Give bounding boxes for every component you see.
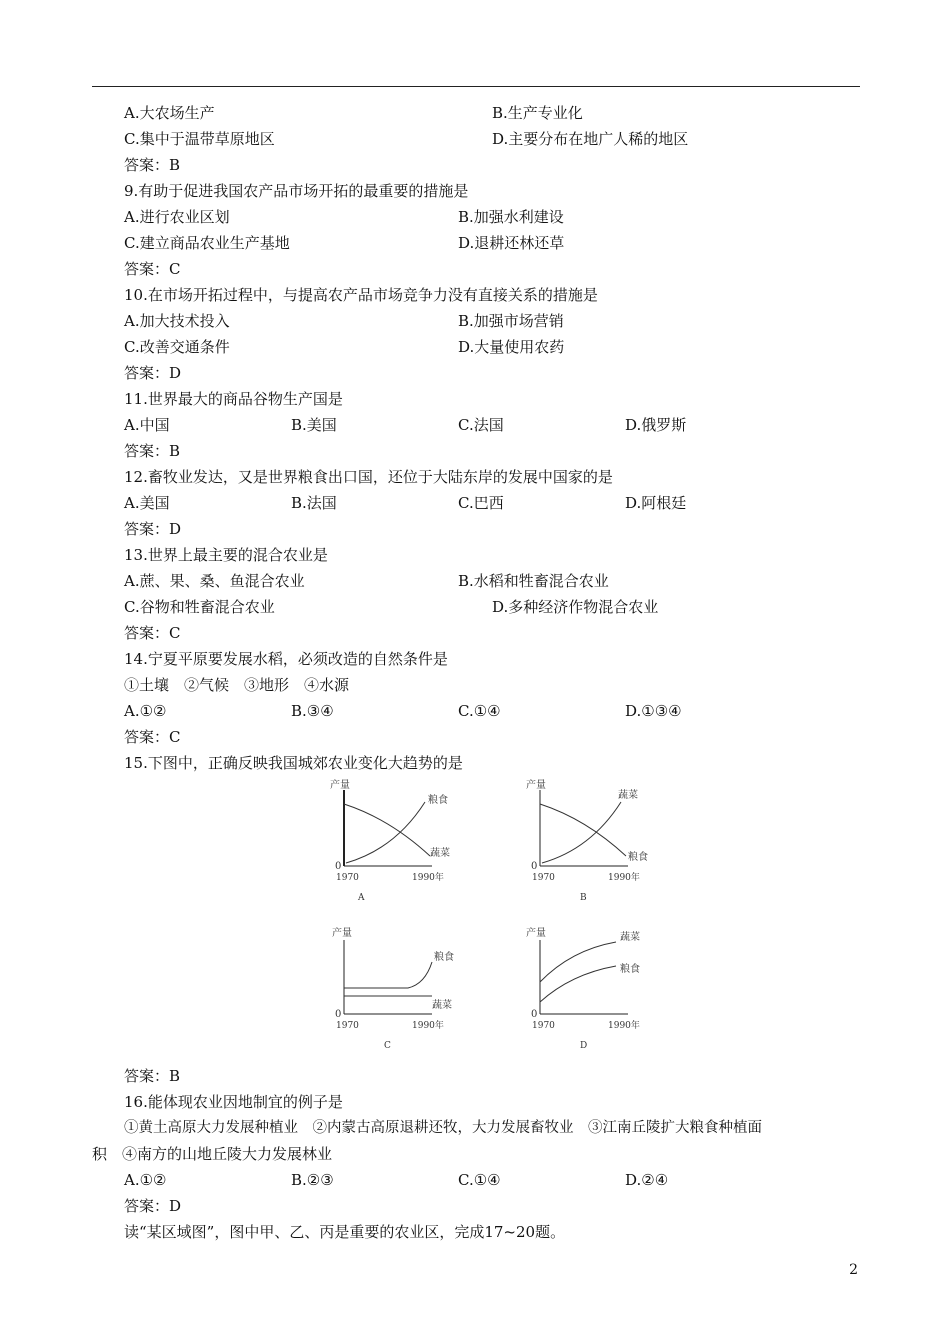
graph-d-caption: D [580,1041,588,1051]
q14-items: ①土壤 ②气候 ③地形 ④水源 [124,676,350,694]
graph-c-ylabel: 产量 [332,928,352,939]
graph-a-grain-label: 粮食 [428,795,448,806]
graph-d-grain-label: 粮食 [620,964,640,975]
q16-option-c: C.①④ [458,1171,501,1189]
q17-intro: 读“某区域图”，图中甲、乙、丙是重要的农业区，完成17~20题。 [124,1223,566,1241]
header-rule [92,86,860,87]
q9-option-c: C.建立商品农业生产基地 [124,234,290,252]
graph-d-ylabel: 产量 [526,928,546,939]
q13-option-b: B.水稻和牲畜混合农业 [458,572,609,590]
graph-b-caption: B [580,893,587,903]
graph-a-caption: A [358,893,365,903]
graph-b-x-end: 1990年 [608,873,640,883]
q13-option-d: D.多种经济作物混合农业 [492,598,659,616]
graph-c-caption: C [384,1041,391,1051]
q14-option-d: D.①③④ [625,702,682,720]
graph-d-x-end: 1990年 [608,1021,640,1031]
graph-b-grain-label: 粮食 [628,852,648,863]
graph-d-veg-curve [540,942,616,982]
graph-c-origin: 0 [335,1009,342,1020]
graph-a-x-start: 1970 [336,873,359,883]
q15-graph-c [320,922,470,1052]
q13-answer: 答案：C [124,624,181,642]
graph-d-veg-label: 蔬菜 [620,932,640,943]
page-number: 2 [849,1262,858,1278]
q9-stem: 9.有助于促进我国农产品市场开拓的最重要的措施是 [124,182,469,200]
q14-option-b: B.③④ [291,702,334,720]
graph-c-grain-label: 粮食 [434,952,454,963]
q11-option-b: B.美国 [291,416,337,434]
q10-option-b: B.加强市场营销 [458,312,564,330]
q16-stem: 16.能体现农业因地制宜的例子是 [124,1093,343,1111]
q15-answer: 答案：B [124,1067,181,1085]
q9-option-a: A.进行农业区划 [124,208,230,226]
graph-c-grain-curve [344,962,432,988]
q8-option-d: D.主要分布在地广人稀的地区 [492,130,689,148]
graph-c-x-end: 1990年 [412,1021,444,1031]
q16-items-line2: 积 ④南方的山地丘陵大力发展林业 [92,1145,333,1163]
graph-a-grain-curve [346,802,425,863]
q13-stem: 13.世界上最主要的混合农业是 [124,546,328,564]
graph-c-x-start: 1970 [336,1021,359,1031]
q16-option-d: D.②④ [625,1171,669,1189]
graph-a-veg-curve [344,804,430,856]
q16-items-line1: ①黄土高原大力发展种植业 ②内蒙古高原退耕还牧，大力发展畜牧业 ③江南丘陵扩大粮食种植面 [124,1120,762,1136]
q10-option-a: A.加大技术投入 [124,312,230,330]
q11-answer: 答案：B [124,442,181,460]
graph-d-origin: 0 [531,1009,538,1020]
graph-b-origin: 0 [531,861,538,872]
q15-stem: 15.下图中，正确反映我国城郊农业变化大趋势的是 [124,754,463,772]
q10-answer: 答案：D [124,364,182,382]
q16-option-a: A.①② [124,1171,167,1189]
q12-option-a: A.美国 [124,494,170,512]
graph-a-x-end: 1990年 [412,873,444,883]
q12-option-b: B.法国 [291,494,337,512]
q10-stem: 10.在市场开拓过程中，与提高农产品市场竞争力没有直接关系的措施是 [124,286,598,304]
q11-option-a: A.中国 [124,416,170,434]
q8-option-b: B.生产专业化 [492,104,583,122]
q12-option-c: C.巴西 [458,494,504,512]
q15-graph-a [320,774,470,904]
q12-answer: 答案：D [124,520,182,538]
graph-a-origin: 0 [335,861,342,872]
q12-stem: 12.畜牧业发达，又是世界粮食出口国，还位于大陆东岸的发展中国家的是 [124,468,613,486]
q13-option-c: C.谷物和牲畜混合农业 [124,598,275,616]
q14-stem: 14.宁夏平原要发展水稻，必须改造的自然条件是 [124,650,448,668]
q10-option-c: C.改善交通条件 [124,338,230,356]
graph-a-veg-label: 蔬菜 [430,848,450,859]
q11-stem: 11.世界最大的商品谷物生产国是 [124,390,343,408]
q12-option-d: D.阿根廷 [625,494,687,512]
graph-b-grain-curve [540,804,626,856]
graph-d-x-start: 1970 [532,1021,555,1031]
q9-option-b: B.加强水利建设 [458,208,564,226]
q16-answer: 答案：D [124,1197,182,1215]
q14-answer: 答案：C [124,728,181,746]
q11-option-c: C.法国 [458,416,504,434]
q14-option-a: A.①② [124,702,167,720]
q9-answer: 答案：C [124,260,181,278]
q15-graph-d [516,922,666,1052]
q8-answer: 答案：B [124,156,181,174]
q15-graph-b [516,774,666,904]
q10-option-d: D.大量使用农药 [458,338,565,356]
graph-b-x-start: 1970 [532,873,555,883]
graph-c-veg-label: 蔬菜 [432,1000,452,1011]
q16-option-b: B.②③ [291,1171,334,1189]
graph-b-veg-curve [542,802,621,863]
q14-option-c: C.①④ [458,702,501,720]
q13-option-a: A.蔗、果、桑、鱼混合农业 [124,572,305,590]
q11-option-d: D.俄罗斯 [625,416,687,434]
graph-b-veg-label: 蔬菜 [618,790,638,801]
q8-option-a: A.大农场生产 [124,104,215,122]
q8-option-c: C.集中于温带草原地区 [124,130,275,148]
q9-option-d: D.退耕还林还草 [458,234,565,252]
graph-a-ylabel: 产量 [330,780,350,791]
graph-b-ylabel: 产量 [526,780,546,791]
